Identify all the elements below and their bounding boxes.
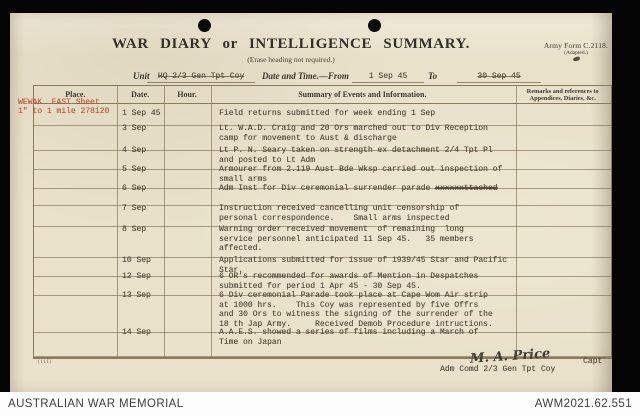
header-place: Place. [65, 90, 86, 99]
entry-date: 7 Sep [122, 204, 147, 213]
page-subtitle: (Erase heading not required.) [247, 55, 335, 64]
entry-summary: Lt. W.A.D. Craig and 20 Ors marched out to Div Reception camp for movement to Aust & discharge [219, 124, 488, 143]
date-from-value: 1 Sep 45 [352, 72, 424, 83]
entry-date: 14 Sep [122, 328, 151, 337]
place-line-1: WEWAK EAST Sheet [18, 98, 100, 107]
header-hour: Hour. [177, 90, 197, 99]
entry-date: 8 Sep [122, 225, 147, 234]
table-row [34, 104, 611, 126]
entry-date: 4 Sep [122, 146, 147, 155]
entry-summary: Applications submitted for issue of 1939/45 Star and Pacific Star. [219, 256, 508, 275]
place-line-2: 1" to 1 mile 278120 [18, 107, 110, 116]
entry-summary: Instruction received cancelling unit censorship of personal correspondence. Small arms inspected [219, 204, 460, 223]
entry-date: 13 Sep [122, 291, 151, 300]
form-number: Army Form C.2118. [543, 41, 609, 50]
entry-summary: 6 OR's recommended for awards of Mention in Despatches submitted for period 1 Apr 45 - 30 Sep 45. [219, 272, 479, 291]
signature-rank: Capt [583, 357, 603, 366]
entry-summary: Armourer from 2.119 Aust Bde Wksp carried out inspection of small arms [219, 165, 503, 184]
entry-summary: Adm Inst for Div ceremonial surrender parade xxxxxxttached [219, 184, 498, 193]
signature-unit: Adm Comd 2/3 Gen Tpt Coy [440, 365, 556, 374]
punch-hole-right-icon [368, 19, 381, 32]
form-footnote: (111) [38, 360, 52, 365]
unit-label: Unit [133, 71, 150, 81]
war-diary-page [10, 13, 612, 392]
entry-date: 3 Sep [122, 124, 147, 133]
entry-date: 10 Sep [122, 256, 151, 265]
place-value [18, 98, 109, 116]
table-row [34, 206, 611, 227]
entry-date: 12 Sep [122, 272, 151, 281]
entry-summary: A.A.E.S. showed a series of films including a March of Time on Japan [219, 328, 479, 347]
entry-date: 1 Sep 45 [122, 109, 161, 118]
form-number-note: (Adapted.) [564, 50, 588, 56]
header-date: Date. [131, 90, 150, 99]
entry-summary: Warning order received movement of remaining long service personnel anticipated 11 Sep 45. 35 members affected. [219, 225, 474, 253]
date-to-value: 30 Sep 45 [457, 72, 541, 83]
header-remarks: Remarks and references to Appendices, Diaries, &c. [526, 87, 599, 102]
table-body [34, 104, 611, 357]
diary-table [33, 85, 612, 359]
page-title: WAR DIARY or INTELLIGENCE SUMMARY. [111, 36, 471, 52]
table-header-row [34, 86, 611, 104]
entry-summary: Lt P. N. Seary taken on strength ex detachment 2/4 Tpt Pl and posted to Lt Adm [219, 146, 493, 165]
entry-date: 6 Sep [122, 184, 147, 193]
header-summary: Summary of Events and Information. [298, 90, 427, 99]
unit-value: HQ 2/3 Gen Tpt Coy [147, 72, 255, 83]
archive-name: AUSTRALIAN WAR MEMORIAL [8, 397, 184, 410]
to-label: To [428, 71, 438, 81]
entry-date: 5 Sep [122, 165, 147, 174]
date-time-label: Date and Time.—From [262, 71, 349, 81]
punch-hole-left-icon [198, 19, 211, 32]
entry-summary: 6 Div ceremonial Parade took place at Cape Wom Air strip at 1000 hrs. This Coy was represented by five Offrs and 30 Ors to witness the signing of the surrender of the 18 th Jap Army. Received Demob Procedure intructions. [219, 291, 493, 329]
entry-summary: Field returns submitted for week ending 1 Sep [219, 109, 436, 118]
signature: M. A. Price [469, 346, 551, 367]
ink-mark [572, 56, 580, 62]
archive-bar [0, 392, 640, 415]
archive-id: AWM2021.62.551 [534, 397, 632, 410]
table-row [34, 227, 611, 258]
